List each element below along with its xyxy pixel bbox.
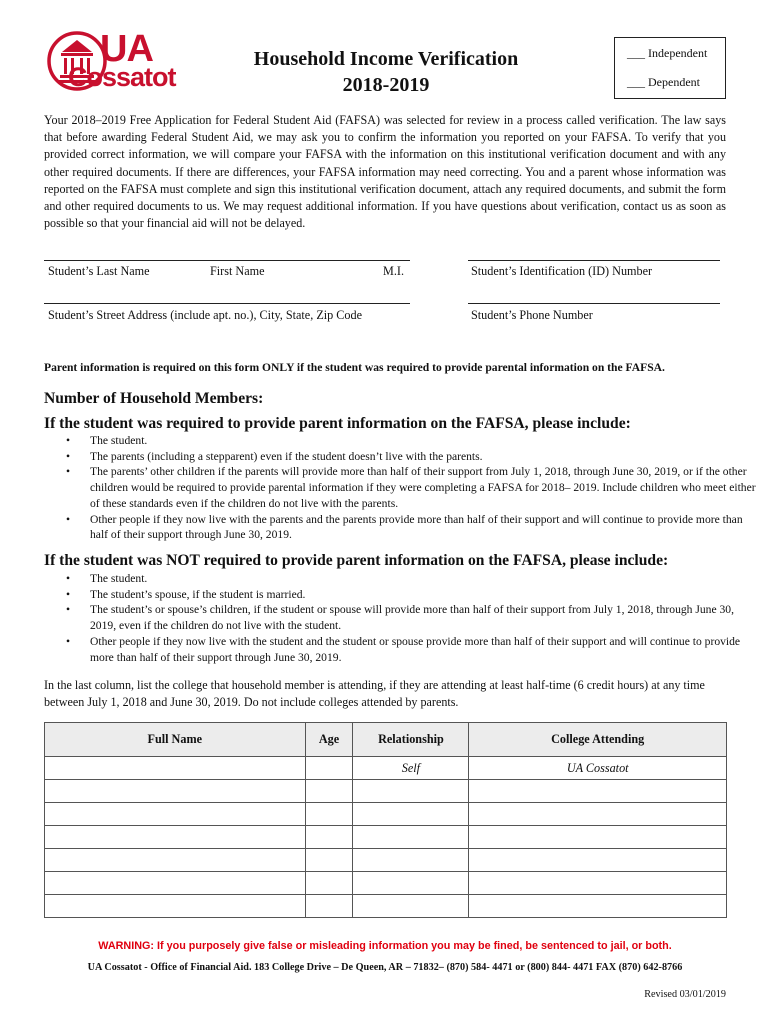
list-item: • The student’s or spouse’s children, if the student or spouse will provide more than half of their support from July 1, 2018, through June 30, 2019, even if the children do not live with the student. — [90, 602, 760, 633]
list-item: • The student. — [90, 571, 760, 587]
relationship-cell[interactable] — [353, 780, 469, 803]
title-line-2: 2018-2019 — [342, 74, 430, 96]
table-row — [45, 849, 727, 872]
full-name-cell[interactable] — [45, 826, 306, 849]
relationship-cell[interactable] — [353, 826, 469, 849]
full-name-cell[interactable] — [45, 895, 306, 918]
household-members-heading: Number of Household Members: — [44, 390, 264, 407]
list-item: • The parents’ other children if the parents will provide more than half of their support from July 1, 2018, through June 30, 2019, or if the other children would be required to provide parental information if they were completing a FAFSA for 2018– 2019. Include children who meet either of these standards even if the children do not live with the parents. — [90, 464, 760, 511]
intro-paragraph: Your 2018–2019 Free Application for Federal Student Aid (FAFSA) was selected for review in a process called verification. The law says that before awarding Federal Student Aid, we may ask you to confirm the information you reported on your FAFSA. To verify that you provided correct information, we will compare your FAFSA with the information on this institutional verification document and with any other required documents. If there are differences, your FAFSA information may need correcting. You and a parent whose information was reported on the FAFSA must complete and sign this institutional verification document, attach any required documents, and submit the form and other required documents to us. We may request additional information. If you have questions about verification, contact us as soon as possible so that your financial aid will not be delayed. — [44, 113, 726, 231]
name-line[interactable] — [44, 260, 410, 261]
list-item: • Other people if they now live with the student and the student or spouse provide more than half of their support and will continue to provide more than half of their support through June 30, 2019. — [90, 634, 760, 665]
college-cell[interactable] — [469, 826, 727, 849]
ua-cossatot-logo — [44, 28, 174, 94]
college-cell[interactable] — [469, 803, 727, 826]
address-label: Student’s Street Address (include apt. no.), City, State, Zip Code — [48, 308, 363, 322]
list-item: • Other people if they now live with the parents and the parents provide more than half of their support and will continue to provide more than half of their support through June 30, 2019. — [90, 512, 760, 543]
footer-contact: UA Cossatot - Office of Financial Aid. 183 College Drive – De Queen, AR – 71832– (870) 584- 4471 or (800) 844- 4471 FAX (870) 642-8766 — [87, 962, 683, 973]
mi-label: M.I. — [383, 264, 404, 278]
age-cell[interactable] — [305, 780, 353, 803]
full-name-header: Full Name — [45, 723, 306, 757]
full-name-cell[interactable] — [45, 803, 306, 826]
relationship-cell[interactable] — [353, 872, 469, 895]
list-item: • The parents (including a stepparent) even if the student doesn’t live with the parents. — [90, 449, 760, 465]
college-header: College Attending — [469, 723, 727, 757]
age-cell[interactable] — [305, 803, 353, 826]
age-header: Age — [305, 723, 353, 757]
college-cell[interactable]: UA Cossatot — [469, 757, 727, 780]
dependent-list — [44, 433, 760, 543]
student-id-label: Student’s Identification (ID) Number — [471, 264, 653, 278]
parent-info-note: Parent information is required on this form ONLY if the student was required to provide parental information on the FAFSA. — [44, 361, 665, 374]
list-item: • The student’s spouse, if the student is married. — [90, 587, 760, 603]
first-name-label: First Name — [210, 264, 265, 278]
college-cell[interactable] — [469, 780, 727, 803]
relationship-cell[interactable] — [353, 849, 469, 872]
table-row — [45, 780, 727, 803]
age-cell[interactable] — [305, 872, 353, 895]
age-cell[interactable] — [305, 757, 353, 780]
age-cell[interactable] — [305, 826, 353, 849]
relationship-cell[interactable]: Self — [353, 757, 469, 780]
id-line[interactable] — [468, 260, 720, 261]
college-cell[interactable] — [469, 895, 727, 918]
college-cell[interactable] — [469, 849, 727, 872]
full-name-cell[interactable] — [45, 872, 306, 895]
full-name-cell[interactable] — [45, 849, 306, 872]
independent-section-heading: If the student was NOT required to provide parent information on the FAFSA, please include: — [44, 552, 669, 569]
phone-line[interactable] — [468, 303, 720, 304]
independent-list — [44, 571, 760, 665]
logo-cossatot-text: Cossatot — [68, 62, 176, 92]
logo-ua-text: UA — [100, 28, 153, 70]
table-row — [45, 826, 727, 849]
college-cell[interactable] — [469, 872, 727, 895]
address-line[interactable] — [44, 303, 410, 304]
household-members-table — [44, 722, 727, 918]
relationship-header: Relationship — [353, 723, 469, 757]
dependent-option[interactable]: ___ Dependent — [627, 75, 700, 89]
full-name-cell[interactable] — [45, 757, 306, 780]
warning-text: WARNING: If you purposely give false or misleading information you may be fined, be sentenced to jail, or both. — [98, 940, 672, 952]
title-line-1: Household Income Verification — [253, 48, 519, 70]
dependent-section-heading: If the student was required to provide parent information on the FAFSA, please include: — [44, 415, 631, 432]
table-header-row — [45, 723, 727, 757]
table-row — [45, 803, 727, 826]
page-title — [200, 46, 572, 98]
table-row — [45, 872, 727, 895]
table-row — [45, 895, 727, 918]
revised-date: Revised 03/01/2019 — [644, 989, 726, 1000]
age-cell[interactable] — [305, 849, 353, 872]
relationship-cell[interactable] — [353, 895, 469, 918]
table-row — [45, 757, 727, 780]
independent-option[interactable]: ___ Independent — [627, 46, 708, 60]
phone-label: Student’s Phone Number — [471, 308, 593, 322]
list-item: • The student. — [90, 433, 760, 449]
status-box — [614, 37, 726, 99]
age-cell[interactable] — [305, 895, 353, 918]
full-name-cell[interactable] — [45, 780, 306, 803]
relationship-cell[interactable] — [353, 803, 469, 826]
last-name-label: Student’s Last Name — [48, 264, 150, 278]
last-column-note: In the last column, list the college that household member is attending, if they are attending at least half-time (6 credit hours) at any time between July 1, 2018 and June 30, 2019. Do not include colleges attended by parents. — [44, 678, 705, 710]
